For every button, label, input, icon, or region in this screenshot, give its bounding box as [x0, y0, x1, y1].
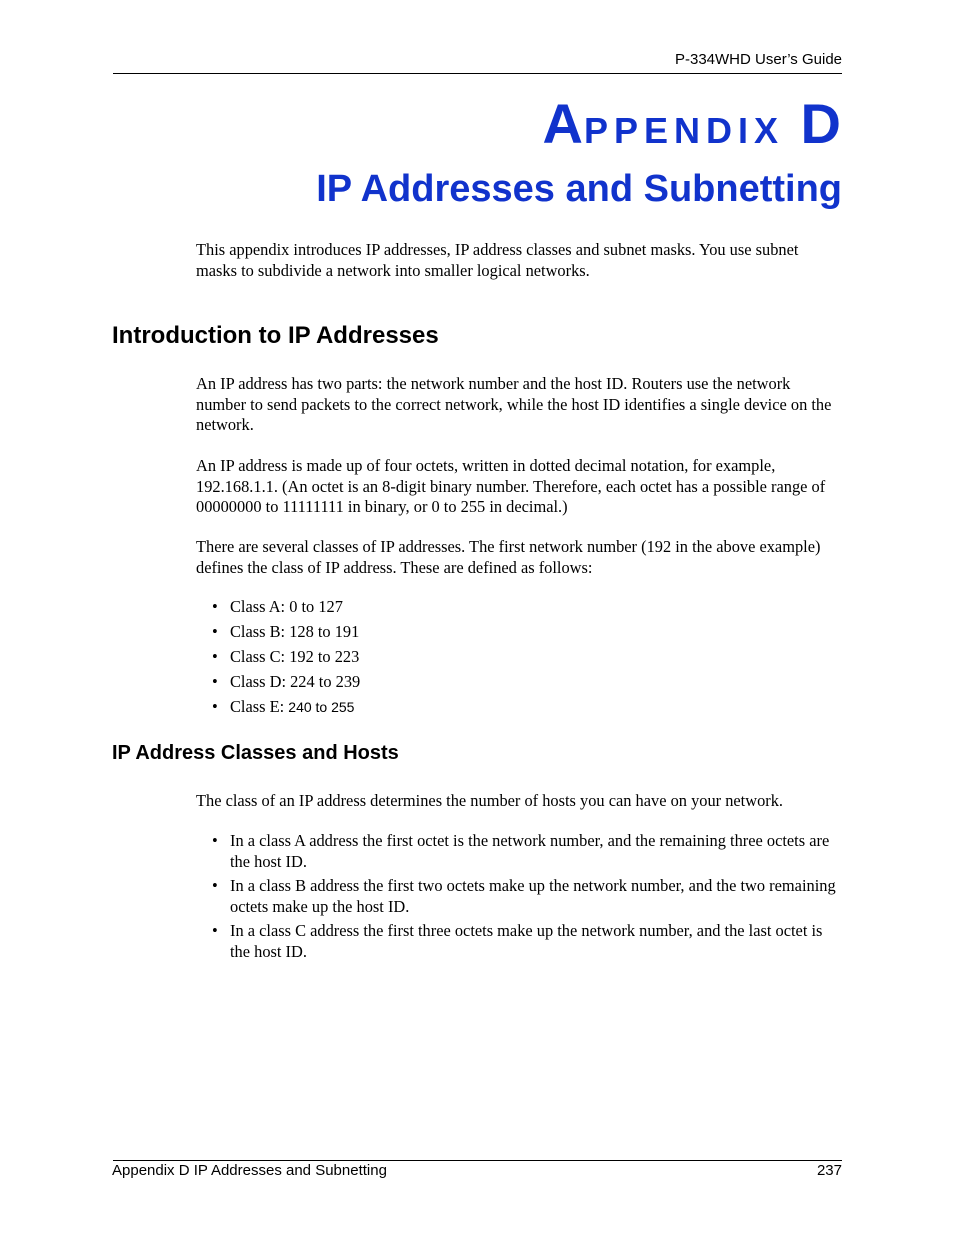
paragraph: The class of an IP address determines the number of hosts you can have on your network.	[196, 791, 784, 810]
page-number: 237	[816, 1162, 842, 1179]
bullet-icon: •	[212, 597, 218, 616]
paragraph: There are several classes of IP addresses. The first network number (192 in the above example) defines the class of IP address. These are defined as follows:	[196, 537, 821, 577]
bullet-icon: •	[212, 921, 218, 940]
running-footer: Appendix D IP Addresses and Subnetting	[112, 1162, 387, 1179]
intro-paragraph: This appendix introduces IP addresses, IP address classes and subnet masks. You use subnet masks to subdivide a network into smaller logical networks.	[196, 240, 799, 280]
bullet-icon: •	[212, 876, 218, 895]
host-list	[196, 831, 842, 962]
header-rule	[113, 73, 842, 74]
appendix-title	[542, 92, 842, 155]
section-heading-classes: IP Address Classes and Hosts	[112, 742, 399, 764]
list-item: • Class B: 128 to 191	[212, 622, 360, 641]
bullet-icon: •	[212, 831, 218, 850]
list-item: • Class E: 240 to 255	[212, 697, 355, 716]
list-item: • Class C: 192 to 223	[212, 647, 360, 666]
bullet-icon: •	[212, 672, 218, 691]
list-item: • In a class B address the first two octets make up the network number, and the two remaining octets make up the host ID.	[212, 876, 836, 916]
appendix-rest: PPENDIX	[583, 110, 784, 151]
list-item: • Class A: 0 to 127	[212, 597, 343, 616]
bullet-icon: •	[212, 697, 218, 716]
class-list	[196, 597, 842, 718]
footer-rule	[113, 1160, 842, 1161]
running-header: P-334WHD User’s Guide	[675, 51, 842, 68]
section-heading-intro: Introduction to IP Addresses	[112, 322, 439, 349]
bullet-icon: •	[212, 647, 218, 666]
paragraph: An IP address is made up of four octets, written in dotted decimal notation, for example, 192.168.1.1. (An octet is an 8-digit binary number. Therefore, each octet has a possible range of 00000000 to 11111111 in binary, or 0 to 255 in decimal.)	[196, 456, 826, 516]
list-item: • In a class A address the first octet is the network number, and the remaining three octets are the host ID.	[212, 831, 830, 871]
bullet-icon: •	[212, 622, 218, 641]
paragraph: An IP address has two parts: the network number and the host ID. Routers use the network number to send packets to the correct network, while the host ID identifies a single device on the network.	[196, 374, 832, 434]
appendix-letter: D	[800, 92, 842, 155]
appendix-cap: A	[542, 92, 584, 155]
list-item: • Class D: 224 to 239	[212, 672, 361, 691]
chapter-title: IP Addresses and Subnetting	[316, 168, 842, 210]
list-item: • In a class C address the first three octets make up the network number, and the last octet is the host ID.	[212, 921, 823, 961]
